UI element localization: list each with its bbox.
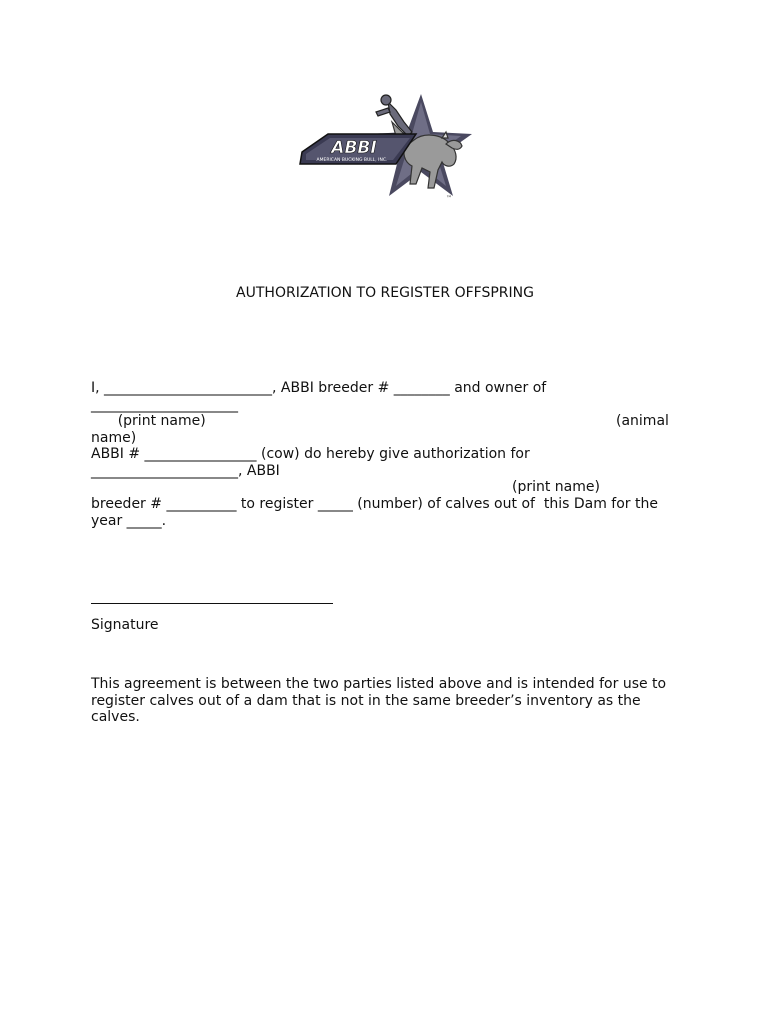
line-abbi-cow: ABBI # ________________ (cow) do hereby give authorization for <box>91 446 530 462</box>
signature-label: Signature <box>91 617 159 633</box>
abbi-logo <box>296 92 474 208</box>
signature-line <box>91 603 333 604</box>
line-name-caption: name) <box>91 430 137 446</box>
logo-trademark: ™ <box>446 195 452 202</box>
agreement-line-1: This agreement is between the two parties listed above and is intended for use to <box>91 676 667 692</box>
line-animal-caption: (animal <box>616 413 669 429</box>
line-breeder-register: breeder # __________ to register _____ (number) of calves out of this Dam for the <box>91 496 658 512</box>
line-print-name-caption-2: (print name) <box>512 479 600 495</box>
line-recipient: _____________________, ABBI <box>91 463 280 479</box>
agreement-line-2: register calves out of a dam that is not in the same breeder’s inventory as the <box>91 693 641 709</box>
abbi-banner <box>300 134 416 164</box>
agreement-line-3: calves. <box>91 709 140 725</box>
line-print-name-caption: (print name) <box>91 413 206 429</box>
line-blank-name: _____________________ <box>91 397 238 413</box>
logo-wordmark: ABBI <box>331 138 377 158</box>
line-owner: I, ________________________, ABBI breeder # ________ and owner of <box>91 380 547 396</box>
line-year: year _____. <box>91 513 167 529</box>
logo-tagline: AMERICAN BUCKING BULL, INC. <box>316 158 388 163</box>
document-title: AUTHORIZATION TO REGISTER OFFSPRING <box>236 285 534 301</box>
